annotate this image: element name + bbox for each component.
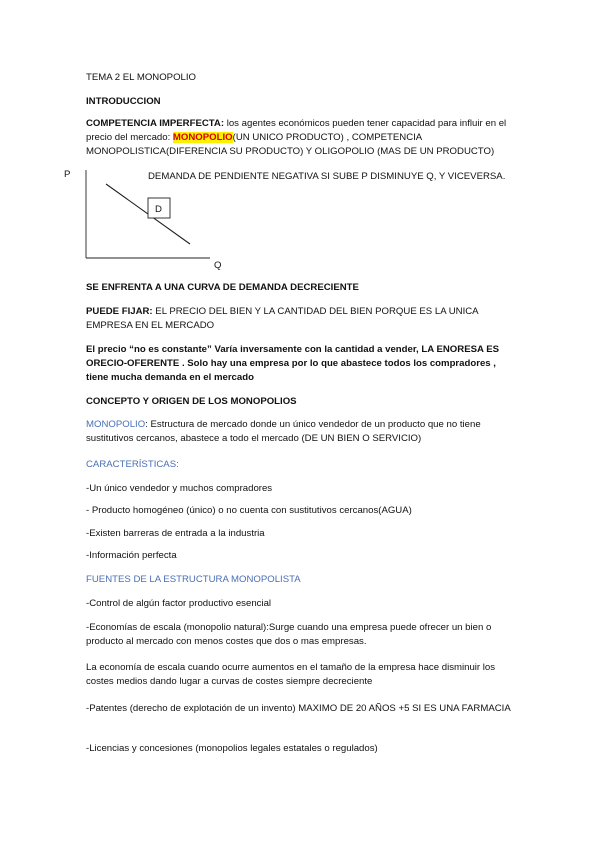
caracteristicas-heading: CARACTERÍSTICAS:: [86, 459, 179, 470]
fuentes-heading: FUENTES DE LA ESTRUCTURA MONOPOLISTA: [86, 574, 301, 585]
concepto-heading: CONCEPTO Y ORIGEN DE LOS MONOPOLIOS: [86, 396, 297, 407]
axis-p-label: P: [64, 169, 71, 180]
puede-fijar-text: EL PRECIO DEL BIEN Y LA CANTIDAD DEL BIEN PORQUE ES LA UNICA EMPRESA EN EL MERCADO: [86, 306, 479, 331]
fuente-item: -Economías de escala (monopolio natural):Surge cuando una empresa puede ofrecer un bien o producto al mercado con menos costes que dos o mas empresas.: [86, 622, 492, 647]
axis-q-label: Q: [214, 260, 222, 271]
puede-fijar-label: PUEDE FIJAR:: [86, 306, 153, 317]
fuente-item: La economía de escala cuando ocurre aumentos en el tamaño de la empresa hace disminuir los costes medios dando lugar a curvas de costes siempre decreciente: [86, 662, 496, 687]
fuente-item: -Licencias y concesiones (monopolios legales estatales o regulados): [86, 743, 378, 754]
puede-fijar-paragraph: [86, 305, 516, 333]
precio-paragraph: El precio “no es constante” Varía inversamente con la cantidad a vender, LA ENORESA ES ORECIO-OFERENTE . Solo hay una empresa por lo que abastece todos los compradores , tiene mucha demanda en el mercado: [86, 344, 500, 383]
monopolio-definition: [86, 418, 516, 446]
competencia-text-1: los agentes económicos pueden tener capacidad para influir en el precio del mercado:: [86, 118, 507, 143]
competencia-paragraph: [86, 117, 516, 159]
monopolio-text: : Estructura de mercado donde un único vendedor de un producto que no tiene sustitutivos cercanos, abastece a todo el mercado (DE UN BIEN O SERVICIO): [86, 419, 481, 444]
monopolio-label: MONOPOLIO: [86, 419, 146, 430]
intro-heading: INTRODUCCION: [86, 96, 161, 107]
monopolio-highlight: MONOPOLIO: [172, 132, 233, 143]
demand-label: D: [155, 204, 162, 215]
document-title: TEMA 2 EL MONOPOLIO: [86, 72, 196, 83]
graph-caption: DEMANDA DE PENDIENTE NEGATIVA SI SUBE P DISMINUYE Q, Y VICEVERSA.: [148, 171, 506, 182]
fuente-item: -Control de algún factor productivo esencial: [86, 598, 272, 609]
enfrenta-heading: SE ENFRENTA A UNA CURVA DE DEMANDA DECRECIENTE: [86, 282, 359, 293]
caracteristica-item: -Información perfecta: [86, 550, 177, 561]
competencia-text-2: (UN UNICO PRODUCTO) , COMPETENCIA MONOPOLISTICA(DIFERENCIA SU PRODUCTO) Y OLIGOPOLIO (MAS DE UN PRODUCTO): [86, 132, 495, 157]
competencia-label: COMPETENCIA IMPERFECTA:: [86, 118, 225, 129]
caracteristica-item: -Un único vendedor y muchos compradores: [86, 483, 273, 494]
caracteristica-item: - Producto homogéneo (único) o no cuenta con sustitutivos cercanos(AGUA): [86, 505, 412, 516]
fuente-item: -Patentes (derecho de explotación de un invento) MAXIMO DE 20 AÑOS +5 SI ES UNA FARMACIA: [86, 703, 511, 714]
caracteristica-item: -Existen barreras de entrada a la industria: [86, 528, 265, 539]
